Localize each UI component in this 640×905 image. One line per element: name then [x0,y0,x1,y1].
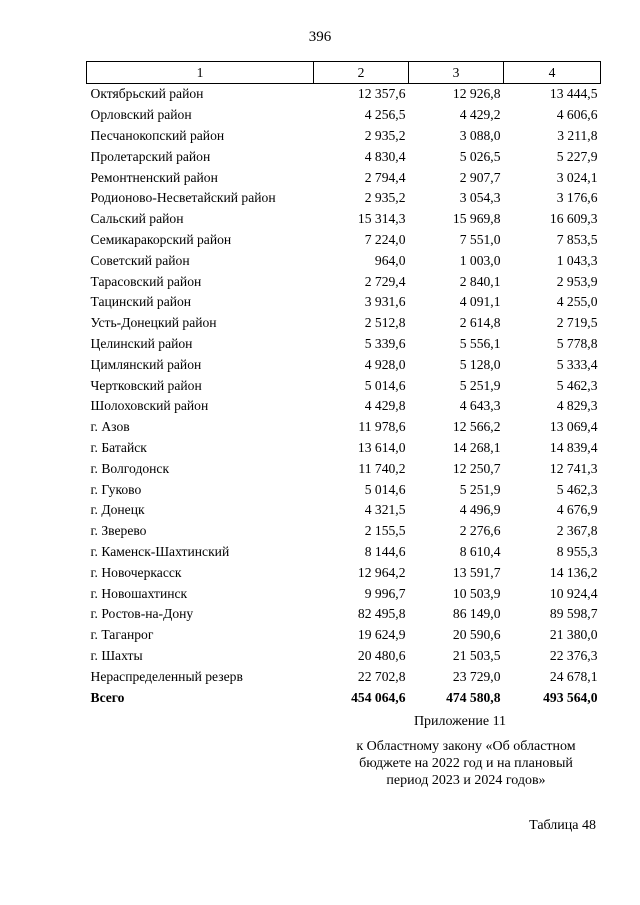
table-row [87,479,601,500]
table-row [87,438,601,459]
row-value-2023: 20 590,6 [452,627,501,643]
row-value-2022: 2 512,8 [364,315,406,331]
row-name-cell: Орловский район [90,107,192,123]
row-value-2022: 19 624,9 [357,627,406,643]
row-value-2022: 7 224,0 [364,231,406,247]
table-row [87,292,601,313]
table-row [87,250,601,271]
row-value-2024: 22 376,3 [549,647,598,663]
row-value-2022: 454 064,6 [351,689,406,705]
row-value-2023: 5 251,9 [459,377,501,393]
row-value-2022: 13 614,0 [357,439,406,455]
row-value-2022: 8 144,6 [364,543,406,559]
row-value-2023: 4 429,2 [459,107,501,123]
row-value-2024: 21 380,0 [549,627,598,643]
row-value-2024: 2 367,8 [556,523,598,539]
row-value-2022: 3 931,6 [364,294,406,310]
table-row [87,146,601,167]
row-name-cell: г. Гуково [90,481,142,497]
row-value-2024: 7 853,5 [556,231,598,247]
row-name-cell: Чертковский район [90,377,202,393]
row-value-2024: 3 176,6 [556,190,598,206]
row-value-2022: 2 794,4 [364,169,406,185]
row-value-2022: 12 964,2 [357,564,406,580]
row-value-2024: 4 255,0 [556,294,598,310]
row-value-2022: 5 339,6 [364,335,406,351]
appendix-title: Приложение 11 [413,714,507,729]
table-row [87,500,601,521]
table-row [87,334,601,355]
row-value-2022: 12 357,6 [357,86,406,102]
table-row [87,375,601,396]
row-name-cell: Тацинский район [90,294,192,310]
row-name-cell: Октябрьский район [90,86,204,102]
table-header-row [87,62,601,84]
row-name-cell: г. Зверево [90,523,147,539]
row-value-2023: 4 496,9 [459,502,501,518]
row-value-2024: 5 778,8 [556,335,598,351]
table-row [87,417,601,438]
row-value-2023: 5 128,0 [459,356,501,372]
table-number-label: Таблица 48 [529,818,596,833]
row-value-2024: 13 069,4 [549,419,598,435]
row-name-cell: Целинский район [90,335,193,351]
row-value-2023: 2 907,7 [459,169,501,185]
table-row [87,354,601,375]
table-row [87,583,601,604]
row-name-cell: г. Волгодонск [90,460,170,476]
row-value-2022: 2 935,2 [364,127,406,143]
header-col-3: 3 [409,62,504,84]
row-value-2024: 4 606,6 [556,107,598,123]
table-row [87,521,601,542]
row-value-2022: 4 928,0 [364,356,406,372]
row-name-cell: Пролетарский район [90,148,211,164]
row-value-2024: 5 462,3 [556,377,598,393]
table-row [87,562,601,583]
table-row [87,458,601,479]
row-name-cell: Советский район [90,252,190,268]
row-value-2023: 10 503,9 [452,585,501,601]
row-name-cell: г. Каменск-Шахтинский [90,543,230,559]
row-value-2022: 4 830,4 [364,148,406,164]
table-row [87,604,601,625]
row-value-2023: 7 551,0 [459,231,501,247]
row-value-2023: 2 614,8 [459,315,501,331]
table-row [87,396,601,417]
table-row [87,666,601,687]
row-value-2024: 16 609,3 [549,211,598,227]
header-col-4: 4 [504,62,601,84]
header-col-2: 2 [314,62,409,84]
row-value-2024: 4 829,3 [556,398,598,414]
row-value-2023: 3 054,3 [459,190,501,206]
row-name-cell: Нераспределенный резерв [90,668,243,684]
table-row [87,167,601,188]
row-value-2022: 22 702,8 [357,668,406,684]
row-value-2022: 82 495,8 [357,606,406,622]
row-value-2022: 5 014,6 [364,377,406,393]
row-name-cell: Цимлянский район [90,356,202,372]
row-name-cell: Песчанокопский район [90,127,225,143]
row-value-2022: 15 314,3 [357,211,406,227]
row-value-2024: 12 741,3 [549,460,598,476]
row-value-2022: 4 429,8 [364,398,406,414]
row-value-2022: 11 978,6 [358,419,406,435]
row-name-cell: Шолоховский район [90,398,209,414]
table-row [87,625,601,646]
row-value-2024: 10 924,4 [549,585,598,601]
row-name-cell: г. Азов [90,419,130,435]
row-value-2022: 9 996,7 [364,585,406,601]
row-value-2024: 24 678,1 [549,668,598,684]
row-name-cell: Семикаракорский район [90,231,232,247]
row-value-2023: 2 840,1 [459,273,501,289]
row-value-2023: 86 149,0 [452,606,501,622]
table-total-row [87,687,601,708]
table-row [87,84,601,105]
row-value-2022: 11 740,2 [358,460,406,476]
row-name-cell: г. Батайск [90,439,147,455]
row-value-2023: 14 268,1 [452,439,501,455]
table-row [87,126,601,147]
row-value-2024: 3 024,1 [556,169,598,185]
row-value-2022: 4 256,5 [364,107,406,123]
row-name-cell: г. Таганрог [90,627,154,643]
row-value-2024: 14 136,2 [549,564,598,580]
row-name-cell: Усть-Донецкий район [90,315,217,331]
row-value-2022: 20 480,6 [357,647,406,663]
row-value-2023: 4 643,3 [459,398,501,414]
row-name-cell: г. Новошахтинск [90,585,188,601]
row-value-2024: 3 211,8 [557,127,598,143]
row-value-2023: 8 610,4 [459,543,501,559]
appendix-description: к Областному закону «Об областном бюджете на 2022 год и на плановый период 2023 и 2024 годов» [356,739,576,788]
table-body [87,84,601,708]
table-row [87,230,601,251]
row-value-2023: 4 091,1 [459,294,501,310]
row-value-2022: 2 935,2 [364,190,406,206]
row-value-2024: 5 462,3 [556,481,598,497]
row-value-2023: 15 969,8 [452,211,501,227]
row-name-cell: Всего [90,689,125,705]
page-number: 396 [308,29,332,45]
row-value-2022: 5 014,6 [364,481,406,497]
row-value-2024: 5 227,9 [556,148,598,164]
row-value-2023: 21 503,5 [452,647,501,663]
row-value-2024: 1 043,3 [556,252,598,268]
row-value-2024: 14 839,4 [549,439,598,455]
row-name-cell: г. Донецк [90,502,145,518]
row-value-2024: 4 676,9 [556,502,598,518]
row-value-2024: 493 564,0 [543,689,598,705]
row-value-2023: 23 729,0 [452,668,501,684]
row-name-cell: Тарасовский район [90,273,202,289]
row-value-2024: 89 598,7 [549,606,598,622]
row-value-2023: 12 250,7 [452,460,501,476]
table-row [87,209,601,230]
row-value-2024: 5 333,4 [556,356,598,372]
row-value-2024: 8 955,3 [556,543,598,559]
row-name-cell: г. Ростов-на-Дону [90,606,194,622]
table-row [87,271,601,292]
table-row [87,646,601,667]
row-value-2023: 474 580,8 [446,689,501,705]
row-value-2024: 2 953,9 [556,273,598,289]
row-value-2023: 13 591,7 [452,564,501,580]
header-col-1: 1 [87,62,314,84]
row-value-2024: 2 719,5 [556,315,598,331]
row-value-2023: 12 566,2 [452,419,501,435]
budget-table [86,61,601,708]
row-value-2022: 4 321,5 [364,502,406,518]
table-row [87,188,601,209]
row-value-2023: 12 926,8 [452,86,501,102]
row-value-2022: 2 155,5 [364,523,406,539]
row-value-2023: 5 556,1 [459,335,501,351]
table-row [87,105,601,126]
row-value-2023: 5 026,5 [459,148,501,164]
row-name-cell: Родионово-Несветайский район [90,190,276,206]
table-row [87,542,601,563]
row-name-cell: Сальский район [90,211,184,227]
row-value-2023: 5 251,9 [459,481,501,497]
row-value-2024: 13 444,5 [549,86,598,102]
table-row [87,313,601,334]
row-name-cell: г. Новочеркасск [90,564,182,580]
row-name-cell: г. Шахты [90,647,143,663]
row-name-cell: Ремонтненский район [90,169,218,185]
row-value-2023: 3 088,0 [459,127,501,143]
row-value-2023: 1 003,0 [459,252,501,268]
row-value-2022: 964,0 [374,252,406,268]
row-value-2023: 2 276,6 [459,523,501,539]
row-value-2022: 2 729,4 [364,273,406,289]
